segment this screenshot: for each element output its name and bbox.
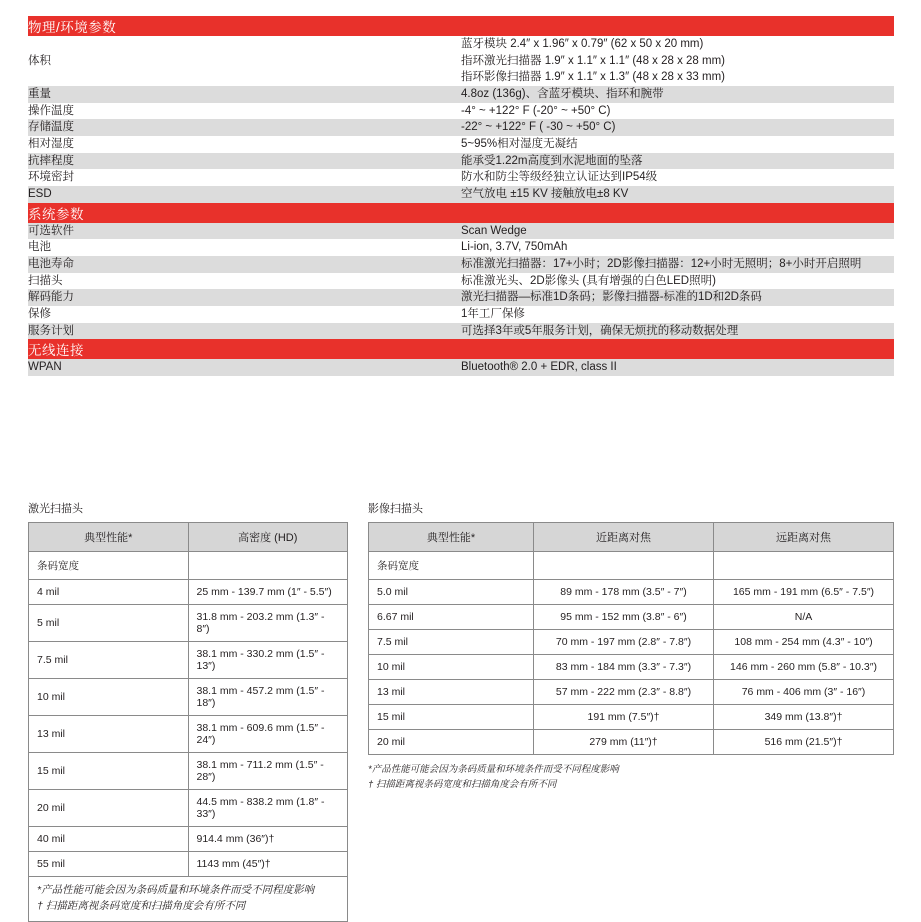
barcode-width: 55 mil xyxy=(29,852,189,877)
far-focus-range: 108 mm - 254 mm (4.3″ - 10″) xyxy=(714,630,894,655)
column-header: 典型性能* xyxy=(369,523,534,552)
table-row xyxy=(29,716,348,753)
table-row xyxy=(29,580,348,605)
spec-row xyxy=(28,119,894,136)
footnote-line: † 扫描距离视条码宽度和扫描角度会有所不同 xyxy=(368,779,557,791)
spec-value: -4° ~ +122° F (-20° ~ +50° C) xyxy=(461,103,894,120)
barcode-width: 7.5 mil xyxy=(369,630,534,655)
column-header: 典型性能* xyxy=(29,523,189,552)
spec-label: 操作温度 xyxy=(28,103,461,120)
table-header-row xyxy=(369,523,894,552)
table-row xyxy=(29,605,348,642)
subhead-blank xyxy=(714,552,894,580)
near-focus-range: 279 mm (11″)† xyxy=(534,730,714,755)
spec-value xyxy=(461,36,894,86)
spec-value: 激光扫描器—标准1D条码；影像扫描器-标准的1D和2D条码 xyxy=(461,289,894,306)
near-focus-range: 89 mm - 178 mm (3.5″ - 7″) xyxy=(534,580,714,605)
near-focus-range: 70 mm - 197 mm (2.8″ - 7.8″) xyxy=(534,630,714,655)
column-header: 远距离对焦 xyxy=(714,523,894,552)
hd-range: 25 mm - 139.7 mm (1″ - 5.5″) xyxy=(188,580,348,605)
barcode-width: 40 mil xyxy=(29,827,189,852)
spec-value-line: 蓝牙模块 2.4″ x 1.96″ x 0.79″ (62 x 50 x 20 mm) xyxy=(461,38,704,50)
spec-value: Bluetooth® 2.0 + EDR, class II xyxy=(461,359,894,376)
footnote-line: *产品性能可能会因为条码质量和环境条件而受不同程度影响 xyxy=(368,764,619,775)
subhead-label: 条码宽度 xyxy=(369,552,534,580)
table-row xyxy=(369,730,894,755)
spec-row xyxy=(28,273,894,290)
near-focus-range: 83 mm - 184 mm (3.3″ - 7.3″) xyxy=(534,655,714,680)
spec-value: 5~95%相对湿度无凝结 xyxy=(461,136,894,153)
table-row xyxy=(369,680,894,705)
section-title: 物理/环境参数 xyxy=(28,16,894,36)
barcode-width: 10 mil xyxy=(29,679,189,716)
spec-value: -22° ~ +122° F ( -30 ~ +50° C) xyxy=(461,119,894,136)
table-subhead-row xyxy=(369,552,894,580)
barcode-width: 15 mil xyxy=(29,753,189,790)
spec-label: 解码能力 xyxy=(28,289,461,306)
far-focus-range: 146 mm - 260 mm (5.8″ - 10.3″) xyxy=(714,655,894,680)
column-header: 近距离对焦 xyxy=(534,523,714,552)
spec-row xyxy=(28,289,894,306)
hd-range: 914.4 mm (36″)† xyxy=(188,827,348,852)
table-row xyxy=(29,790,348,827)
column-header: 高密度 (HD) xyxy=(188,523,348,552)
spec-label: 体积 xyxy=(28,36,461,86)
spec-label: 抗摔程度 xyxy=(28,153,461,170)
spec-label: ESD xyxy=(28,186,461,203)
hd-range: 38.1 mm - 330.2 mm (1.5″ - 13″) xyxy=(188,642,348,679)
spec-label: 电池寿命 xyxy=(28,256,461,273)
hd-range: 38.1 mm - 711.2 mm (1.5″ - 28″) xyxy=(188,753,348,790)
table-header-row xyxy=(29,523,348,552)
table-subhead-row xyxy=(29,552,348,580)
laser-table-caption: 激光扫描头 xyxy=(28,503,83,515)
hd-range: 38.1 mm - 457.2 mm (1.5″ - 18″) xyxy=(188,679,348,716)
table-row xyxy=(29,642,348,679)
barcode-width: 20 mil xyxy=(369,730,534,755)
spec-value: 空气放电 ±15 KV 接触放电±8 KV xyxy=(461,186,894,203)
hd-range: 31.8 mm - 203.2 mm (1.3″ - 8″) xyxy=(188,605,348,642)
hd-range: 38.1 mm - 609.6 mm (1.5″ - 24″) xyxy=(188,716,348,753)
spec-row xyxy=(28,186,894,203)
imager-performance-table xyxy=(368,522,894,755)
footnote-cell xyxy=(29,877,348,922)
spec-label: 保修 xyxy=(28,306,461,323)
imager-table-caption: 影像扫描头 xyxy=(368,503,423,515)
spec-row xyxy=(28,169,894,186)
spec-value: Li-ion, 3.7V, 750mAh xyxy=(461,239,894,256)
spec-row xyxy=(28,36,894,86)
table-footnote-row xyxy=(29,877,348,922)
spec-row xyxy=(28,103,894,120)
near-focus-range: 57 mm - 222 mm (2.3″ - 8.8″) xyxy=(534,680,714,705)
barcode-width: 4 mil xyxy=(29,580,189,605)
spec-row xyxy=(28,136,894,153)
spec-label: 电池 xyxy=(28,239,461,256)
spec-value-line: 指环影像扫描器 1.9″ x 1.1″ x 1.3″ (48 x 28 x 33 mm) xyxy=(461,71,726,84)
section-title: 系统参数 xyxy=(28,203,894,223)
spec-row xyxy=(28,239,894,256)
table-row xyxy=(29,679,348,716)
barcode-width: 13 mil xyxy=(29,716,189,753)
far-focus-range: 165 mm - 191 mm (6.5″ - 7.5″) xyxy=(714,580,894,605)
specifications-table xyxy=(28,16,894,376)
spec-row xyxy=(28,223,894,240)
subhead-blank xyxy=(188,552,348,580)
imager-scan-head-block xyxy=(368,500,894,792)
hd-range: 44.5 mm - 838.2 mm (1.8″ - 33″) xyxy=(188,790,348,827)
spec-row xyxy=(28,86,894,103)
footnote-line: *产品性能可能会因为条码质量和环境条件而受不同程度影响 xyxy=(37,884,315,896)
far-focus-range: 516 mm (21.5″)† xyxy=(714,730,894,755)
section-header-physical xyxy=(28,16,894,36)
spec-value-line: 指环激光扫描器 1.9″ x 1.1″ x 1.1″ (48 x 28 x 28 mm) xyxy=(461,54,726,67)
table-row xyxy=(29,852,348,877)
section-title: 无线连接 xyxy=(28,339,894,359)
table-row xyxy=(29,753,348,790)
spec-row xyxy=(28,306,894,323)
table-row xyxy=(369,580,894,605)
imager-footnotes xyxy=(368,762,894,792)
spec-row xyxy=(28,359,894,376)
subhead-blank xyxy=(534,552,714,580)
spec-row xyxy=(28,256,894,273)
near-focus-range: 95 mm - 152 mm (3.8″ - 6″) xyxy=(534,605,714,630)
spec-label: 重量 xyxy=(28,86,461,103)
table-row xyxy=(369,655,894,680)
subhead-label: 条码宽度 xyxy=(29,552,189,580)
barcode-width: 6.67 mil xyxy=(369,605,534,630)
far-focus-range: 349 mm (13.8″)† xyxy=(714,705,894,730)
spec-label: 相对湿度 xyxy=(28,136,461,153)
spec-value: 标准激光头、2D影像头 (具有增强的白色LED照明) xyxy=(461,273,894,290)
spec-row xyxy=(28,323,894,340)
section-header-wireless xyxy=(28,339,894,359)
hd-range: 1143 mm (45″)† xyxy=(188,852,348,877)
barcode-width: 20 mil xyxy=(29,790,189,827)
spec-label: 存储温度 xyxy=(28,119,461,136)
barcode-width: 7.5 mil xyxy=(29,642,189,679)
spec-label: WPAN xyxy=(28,359,461,376)
footnote-line: † 扫描距离视条码宽度和扫描角度会有所不同 xyxy=(37,899,246,912)
spec-value: Scan Wedge xyxy=(461,223,894,240)
spec-label: 可选软件 xyxy=(28,223,461,240)
table-row xyxy=(29,827,348,852)
spec-label: 服务计划 xyxy=(28,323,461,340)
spec-value: 4.8oz (136g)、含蓝牙模块、指环和腕带 xyxy=(461,86,894,103)
spec-label: 扫描头 xyxy=(28,273,461,290)
barcode-width: 5.0 mil xyxy=(369,580,534,605)
spec-value: 可选择3年或5年服务计划，确保无烦扰的移动数据处理 xyxy=(461,323,894,340)
barcode-width: 5 mil xyxy=(29,605,189,642)
table-row xyxy=(369,605,894,630)
spec-label: 环境密封 xyxy=(28,169,461,186)
barcode-width: 13 mil xyxy=(369,680,534,705)
specifications-block xyxy=(28,16,894,376)
spec-value: 防水和防尘等级经独立认证达到IP54级 xyxy=(461,169,894,186)
spec-value: 标准激光扫描器：17+小时；2D影像扫描器：12+小时无照明；8+小时开启照明 xyxy=(461,256,894,273)
far-focus-range: 76 mm - 406 mm (3″ - 16″) xyxy=(714,680,894,705)
table-row xyxy=(369,705,894,730)
barcode-width: 15 mil xyxy=(369,705,534,730)
laser-scan-head-block xyxy=(28,500,348,922)
section-header-system xyxy=(28,203,894,223)
laser-performance-table xyxy=(28,522,348,922)
far-focus-range: N/A xyxy=(714,605,894,630)
spec-value: 1年工厂保修 xyxy=(461,306,894,323)
spec-value: 能承受1.22m高度到水泥地面的坠落 xyxy=(461,153,894,170)
near-focus-range: 191 mm (7.5″)† xyxy=(534,705,714,730)
barcode-width: 10 mil xyxy=(369,655,534,680)
spec-row xyxy=(28,153,894,170)
table-row xyxy=(369,630,894,655)
